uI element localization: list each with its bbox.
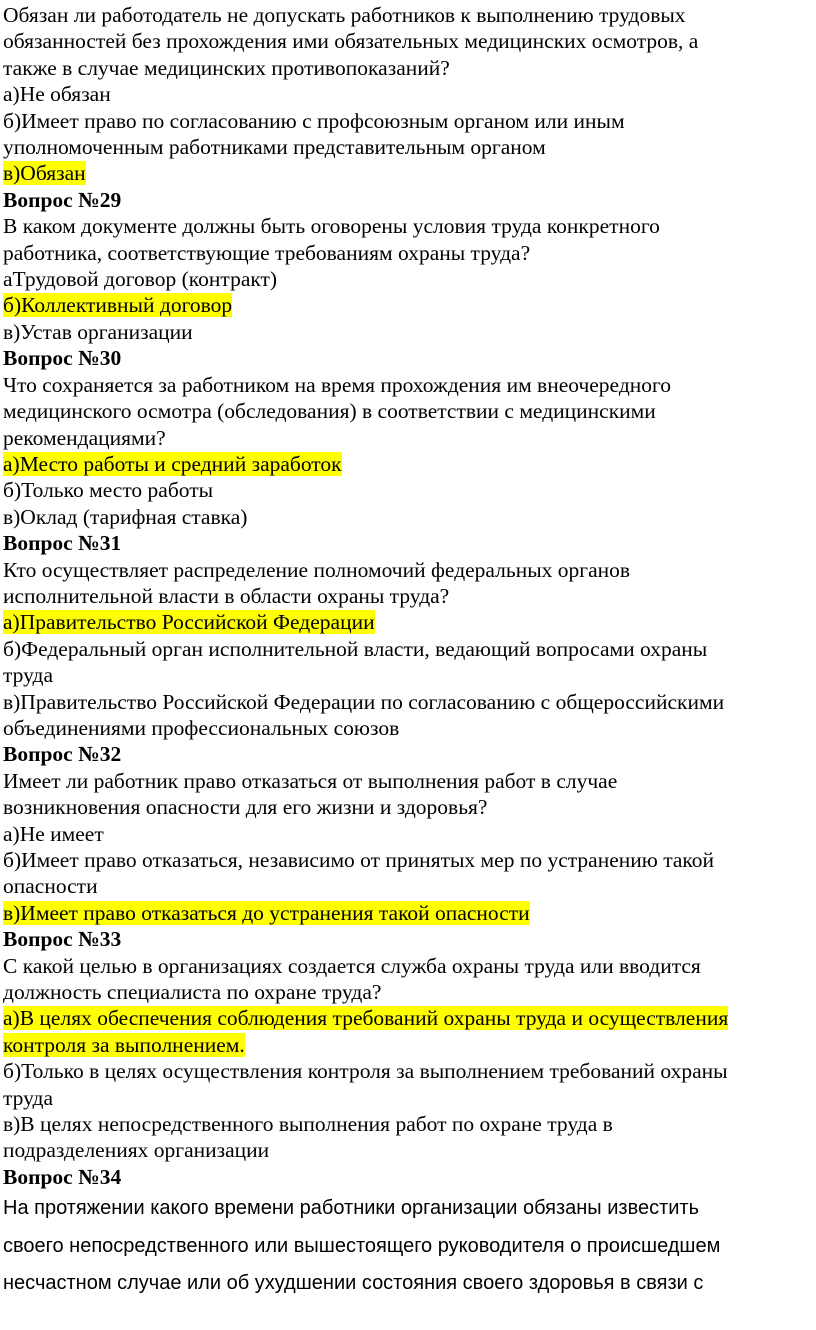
answer-option: [3, 504, 810, 530]
question-text: также в случае медицинских противопоказаний?: [3, 55, 450, 80]
answer-option-correct: [3, 609, 810, 635]
answer-option-text: опасности: [3, 874, 98, 899]
answer-option: [3, 477, 810, 503]
answer-option: [3, 266, 810, 292]
answer-option-text: б)Федеральный орган исполнительной власти, ведающий вопросами охраны: [3, 636, 708, 661]
answer-option-text: а)Правительство Российской Федерации: [3, 610, 375, 635]
question-header: Вопрос №33: [3, 927, 122, 952]
answer-option-text: в)Обязан: [3, 161, 86, 186]
question-header: Вопрос №30: [3, 346, 122, 371]
question-text: На протяжении какого времени работники организации обязаны известить: [3, 1197, 700, 1220]
question-text: несчастном случае или об ухудшении состояния своего здоровья в связи с: [3, 1272, 704, 1295]
answer-option-text: а)Место работы и средний заработок: [3, 451, 342, 476]
answer-option: [3, 636, 810, 662]
answer-option-text: труда: [3, 663, 54, 688]
answer-option: [3, 1058, 810, 1084]
answer-option-text: в)Устав организации: [3, 319, 193, 344]
question-header: Вопрос №34: [3, 1164, 122, 1189]
question-text: В каком документе должны быть оговорены условия труда конкретного: [3, 214, 660, 239]
question-header: Вопрос №32: [3, 742, 122, 767]
question-text: работника, соответствующие требованиям охраны труда?: [3, 240, 531, 265]
answer-option-correct: [3, 900, 810, 926]
answer-option-correct: [3, 160, 810, 186]
answer-option-text: в)Правительство Российской Федерации по согласованию с общероссийскими: [3, 689, 725, 714]
question-text: Кто осуществляет распределение полномочий федеральных органов: [3, 557, 631, 582]
answer-option: [3, 873, 810, 899]
answer-option-text: труда: [3, 1085, 54, 1110]
answer-option-correct: [3, 1032, 810, 1058]
answer-option-text: контроля за выполнением.: [3, 1032, 245, 1057]
question-text: обязанностей без прохождения ими обязательных медицинских осмотров, а: [3, 29, 699, 54]
answer-option: [3, 81, 810, 107]
answer-option-text: а)В целях обеспечения соблюдения требований охраны труда и осуществления: [3, 1006, 729, 1031]
answer-option: [3, 689, 810, 715]
answer-option-text: б)Только место работы: [3, 478, 214, 503]
answer-option-text: а)Не обязан: [3, 82, 111, 107]
question-text: своего непосредственного или вышестоящего руководителя о происшедшем: [3, 1234, 721, 1257]
answer-option: [3, 108, 810, 134]
answer-option-text: подразделениях организации: [3, 1138, 270, 1163]
question-header: Вопрос №29: [3, 187, 122, 212]
question-text: Имеет ли работник право отказаться от выполнения работ в случае: [3, 768, 618, 793]
answer-option-text: в)В целях непосредственного выполнения работ по охране труда в: [3, 1112, 613, 1137]
question-text: рекомендациями?: [3, 425, 166, 450]
question-text: С какой целью в организациях создается служба охраны труда или вводится: [3, 953, 701, 978]
answer-option-text: б)Имеет право отказаться, независимо от принятых мер по устранению такой: [3, 848, 715, 872]
question-header: Вопрос №31: [3, 531, 122, 556]
answer-option-text: б)Коллективный договор: [3, 293, 233, 318]
answer-option: [3, 134, 810, 160]
answer-option-text: объединениями профессиональных союзов: [3, 715, 400, 740]
question-text: должность специалиста по охране труда?: [3, 980, 382, 1005]
answer-option: [3, 715, 810, 741]
answer-option: [3, 1111, 810, 1137]
answer-option-text: а)Не имеет: [3, 821, 104, 846]
answer-option-text: уполномоченным работниками представительным органом: [3, 135, 546, 160]
answer-option-text: в)Оклад (тарифная ставка): [3, 504, 248, 529]
answer-option: [3, 662, 810, 688]
answer-option: [3, 821, 810, 847]
answer-option: [3, 1085, 810, 1111]
answer-option-correct: [3, 292, 810, 318]
answer-option: [3, 1137, 810, 1163]
answer-option: [3, 319, 810, 345]
answer-option-correct: [3, 451, 810, 477]
answer-option-text: в)Имеет право отказаться до устранения такой опасности: [3, 900, 530, 925]
answer-option: [3, 847, 810, 873]
question-text: медицинского осмотра (обследования) в соответствии с медицинскими: [3, 399, 656, 424]
answer-option-text: аТрудовой договор (контракт): [3, 267, 278, 292]
answer-option-correct: [3, 1005, 810, 1031]
answer-option-text: б)Имеет право по согласованию с профсоюзным органом или иным: [3, 108, 625, 133]
question-text: возникновения опасности для его жизни и здоровья?: [3, 795, 488, 820]
answer-option-text: б)Только в целях осуществления контроля за выполнением требований охраны: [3, 1059, 728, 1084]
question-text: исполнительной власти в области охраны труда?: [3, 583, 450, 608]
question-text: Обязан ли работодатель не допускать работников к выполнению трудовых: [3, 3, 686, 27]
question-text: Что сохраняется за работником на время прохождения им внеочередного: [3, 372, 672, 397]
